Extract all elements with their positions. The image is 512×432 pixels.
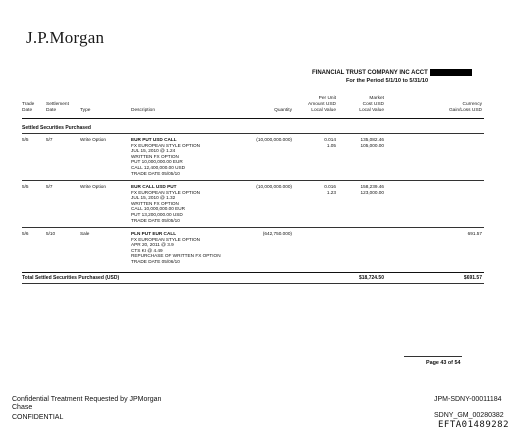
page-number: Page 43 of 54 xyxy=(426,360,461,366)
row-security-name: EUR CALL USD PUT xyxy=(131,184,177,189)
row-settlement-date: 5/7 xyxy=(46,137,53,142)
row-market-value: 105,000.00 xyxy=(360,142,384,148)
row-quantity: (10,000,000.000) xyxy=(256,137,292,142)
col-market xyxy=(346,96,384,114)
row-security-name: EUR PUT USD CALL xyxy=(131,137,177,142)
header-rule xyxy=(22,118,484,119)
row-description xyxy=(131,231,221,265)
total-label: Total Settled Securities Purchased (USD) xyxy=(22,275,120,281)
row-description-line: APR 20, 2011 @ 3.9 xyxy=(131,242,174,248)
row-description xyxy=(131,137,200,176)
account-line xyxy=(312,69,472,76)
col-settlement-date xyxy=(46,102,69,114)
section-title: Settled Securities Purchased xyxy=(22,125,91,131)
row-per-unit-value: 1.05 xyxy=(326,142,336,148)
row-trade-date: 5/6 xyxy=(22,231,29,236)
row-description-line: WRITTEN FX OPTION xyxy=(131,153,179,159)
row-type: Write Option xyxy=(80,184,106,189)
bates-number-2: SDNY_GM_00280382 xyxy=(434,412,504,419)
col-per-unit xyxy=(300,96,336,114)
col-description: Description xyxy=(131,108,155,113)
row-description-line: FX EUROPEAN STYLE OPTION xyxy=(131,236,201,242)
row-gain-loss: 691.57 xyxy=(467,231,482,236)
col-currency-1: Currency xyxy=(462,102,482,107)
col-trade-date-2: Date xyxy=(22,108,33,113)
col-market-1: Market xyxy=(369,96,384,101)
total-rule-top xyxy=(22,272,484,273)
row-description-line: WRITTEN FX OPTION xyxy=(131,200,179,206)
section-rule xyxy=(22,133,484,134)
footer-confidential: CONFIDENTIAL xyxy=(12,414,64,421)
row-trade-date: 5/5 xyxy=(22,137,29,142)
row-quantity: (10,000,000.000) xyxy=(256,184,292,189)
row-description-line: TRADE DATE 05/06/10 xyxy=(131,258,180,264)
col-trade-date-1: Trade xyxy=(22,102,35,107)
footer-confidential-request: Confidential Treatment Requested by JPMorgan xyxy=(12,396,162,403)
col-settlement-date-2: Date xyxy=(46,108,57,113)
row-separator xyxy=(22,227,484,228)
col-per-unit-2: Amount USD xyxy=(308,102,336,107)
row-per-unit-value: 0.016 xyxy=(324,184,336,189)
row-description xyxy=(131,184,200,223)
col-type: Type xyxy=(80,108,91,113)
col-trade-date xyxy=(22,102,34,114)
row-description-line: PUT 10,000,000.00 EUR xyxy=(131,159,183,165)
col-currency-2: Gain/Loss USD xyxy=(448,108,482,113)
bates-number-1: JPM-SDNY-00011184 xyxy=(434,396,502,403)
row-description-line: CTS KI @ 4.49 xyxy=(131,247,163,253)
row-per-unit xyxy=(300,137,336,148)
row-description-line: TRADE DATE 05/05/10 xyxy=(131,170,180,176)
redacted-account-number xyxy=(430,69,472,76)
col-per-unit-1: Per Unit xyxy=(318,96,336,101)
col-currency xyxy=(440,102,482,114)
row-settlement-date: 5/7 xyxy=(46,184,53,189)
row-description-line: TRADE DATE 05/05/10 xyxy=(131,217,180,223)
col-market-3: Local Value xyxy=(359,108,384,113)
row-description-line: CALL 10,000,000.00 EUR xyxy=(131,206,186,212)
col-quantity: Quantity xyxy=(274,108,292,113)
total-market: $18,724.50 xyxy=(358,275,384,281)
jpmorgan-logo: J.P.Morgan xyxy=(26,28,105,47)
row-per-unit-value: 1.23 xyxy=(326,189,336,195)
footer-confidential-request-2: Chase xyxy=(12,404,33,411)
row-description-line: CALL 12,400,000.00 USD xyxy=(131,164,186,170)
page-number-rule xyxy=(404,356,462,357)
row-settlement-date: 5/10 xyxy=(46,231,56,236)
row-description-line: JUL 15, 2010 @ 1.24 xyxy=(131,148,176,154)
row-quantity: (642,750.000) xyxy=(262,231,292,236)
row-security-name: PLN PUT EUR CALL xyxy=(131,231,177,236)
total-gain: $691.57 xyxy=(463,275,482,281)
row-description-line: REPURCHASE OF WRITTEN FX OPTION xyxy=(131,253,221,259)
row-market xyxy=(346,184,384,195)
account-title: FINANCIAL TRUST COMPANY INC ACCT xyxy=(312,70,428,77)
col-settlement-date-1: Settlement xyxy=(46,102,69,107)
row-market xyxy=(346,137,384,148)
row-market-value: 135,082.46 xyxy=(360,137,384,142)
total-rule-bottom xyxy=(22,283,484,284)
row-description-line: PUT 13,200,000.00 USD xyxy=(131,211,183,217)
col-market-2: Cost USD xyxy=(362,102,384,107)
row-trade-date: 5/5 xyxy=(22,184,29,189)
row-description-line: FX EUROPEAN STYLE OPTION xyxy=(131,142,201,148)
row-description-line: FX EUROPEAN STYLE OPTION xyxy=(131,189,201,195)
efta-number: EFTA01489282 xyxy=(438,420,510,430)
row-type: Write Option xyxy=(80,137,106,142)
row-per-unit xyxy=(300,184,336,195)
row-separator xyxy=(22,180,484,181)
statement-period: For the Period 5/1/10 to 5/31/10 xyxy=(346,78,429,84)
row-market-value: 123,000.00 xyxy=(360,189,384,195)
row-description-line: JUL 15, 2010 @ 1.32 xyxy=(131,195,176,201)
col-per-unit-3: Local Value xyxy=(311,108,336,113)
row-type: Sale xyxy=(80,231,90,236)
row-per-unit-value: 0.014 xyxy=(324,137,336,142)
row-market-value: 158,239.46 xyxy=(360,184,384,189)
